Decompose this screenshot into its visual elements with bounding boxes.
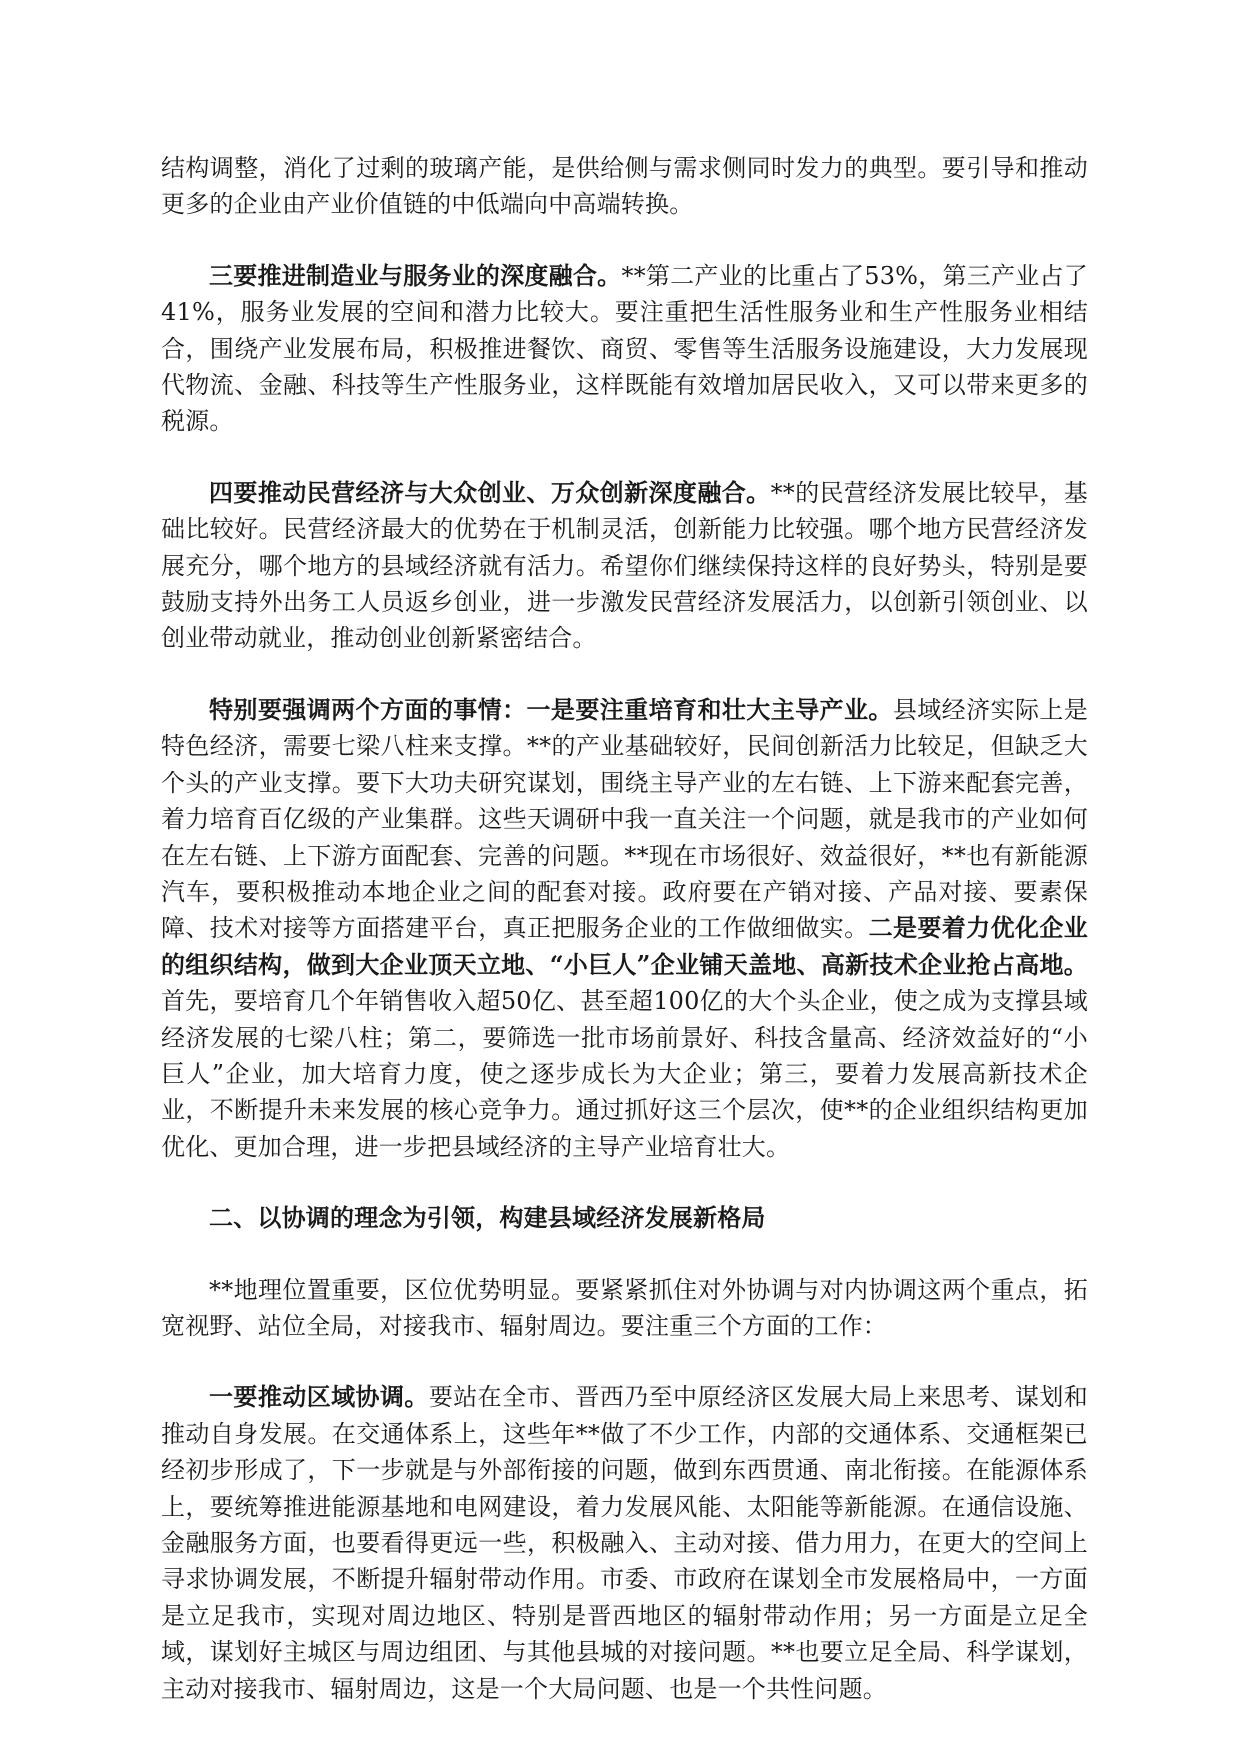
paragraph-regional-coordination — [161, 1379, 1088, 1707]
paragraph-lead-bold: 三要推进制造业与服务业的深度融合。 — [209, 260, 622, 290]
paragraph-text: **的民营经济发展比较早，基础比较好。民营经济最大的优势在于机制灵活，创新能力比较强。哪个地方民营经济发展充分，哪个地方的县域经济就有活力。希望你们继续保持这样的良好势头，特别是要鼓励支持外出务工人员返乡创业，进一步激发民营经济发展活力，以创新引领创业、以创业带动就业，推动创业创新紧密结合。 — [161, 478, 1088, 653]
paragraph-manufacturing-services — [161, 258, 1088, 440]
paragraph-text: 结构调整，消化了过剩的玻璃产能，是供给侧与需求侧同时发力的典型。要引导和推动更多的企业由产业价值链的中低端向中高端转换。 — [161, 154, 1088, 219]
paragraph-text: 县域经济实际上是特色经济，需要七梁八柱来支撑。**的产业基础较好，民间创新活力比较足，但缺乏大个头的产业支撑。要下大功夫研究谋划，围绕主导产业的左右链、上下游来配套完善，着力培育百亿级的产业集群。这些天调研中我一直关注一个问题，就是我市的产业如何在左右链、上下游方面配套、完善的问题。**现在市场很好、效益很好，**也有新能源汽车，要积极推动本地企业之间的配套对接。政府要在产销对接、产品对接、要素保障、技术对接等方面搭建平台，真正把服务企业的工作做细做实。 — [161, 695, 1088, 943]
paragraph-lead-bold: 一要推动区域协调。 — [209, 1382, 429, 1412]
paragraph-text: **地理位置重要，区位优势明显。要紧紧抓住对外协调与对内协调这两个重点，拓宽视野、站位全局，对接我市、辐射周边。要注重三个方面的工作： — [161, 1275, 1088, 1340]
document-body — [161, 150, 1088, 1742]
paragraph-lead-bold: 四要推动民营经济与大众创业、万众创新深度融合。 — [209, 477, 771, 507]
paragraph-two-aspects — [161, 692, 1088, 1165]
paragraph-text: 要站在全市、晋西乃至中原经济区发展大局上来思考、谋划和推动自身发展。在交通体系上，这些年**做了不少工作，内部的交通体系、交通框架已经初步形成了，下一步就是与外部衔接的问题，做到东西贯通、南北衔接。在能源体系上，要统筹推进能源基地和电网建设，着力发展风能、太阳能等新能源。在通信设施、金融服务方面，也要看得更远一些，积极融入、主动对接、借力用力，在更大的空间上寻求协调发展，不断提升辐射带动作用。市委、市政府在谋划全市发展格局中，一方面是立足我市，实现对周边地区、特别是晋西地区的辐射带动作用；另一方面是立足全域，谋划好主城区与周边组团、与其他县城的对接问题。**也要立足全局、科学谋划，主动对接我市、辐射周边，这是一个大局问题、也是一个共性问题。 — [161, 1383, 1088, 1703]
section-heading-text: 二、以协调的理念为引领，构建县域经济发展新格局 — [209, 1203, 766, 1233]
paragraph-geography — [161, 1272, 1088, 1345]
section-heading-coordination — [161, 1200, 1088, 1236]
paragraph-structure-adjustment — [161, 150, 1088, 223]
paragraph-lead-bold: 特别要强调两个方面的事情：一是要注重培育和壮大主导产业。 — [209, 694, 893, 724]
paragraph-inline-bold: 二是要着力优化企业的组织结构，做到大企业顶天立地、“小巨人”企业铺天盖地、高新技术企业抢占高地。 — [161, 913, 1088, 979]
paragraph-private-economy — [161, 475, 1088, 657]
paragraph-text: 首先，要培育几个年销售收入超50亿、甚至超100亿的大个头企业，使之成为支撑县域经济发展的七梁八柱；第二，要筛选一批市场前景好、科技含量高、经济效益好的“小巨人”企业，加大培育力度，使之逐步成长为大企业；第三，要着力发展高新技术企业，不断提升未来发展的核心竞争力。通过抓好这三个层次，使**的企业组织结构更加优化、更加合理，进一步把县域经济的主导产业培育壮大。 — [161, 987, 1088, 1161]
paragraph-text: **第二产业的比重占了53%，第三产业占了41%，服务业发展的空间和潜力比较大。要注重把生活性服务业和生产性服务业相结合，围绕产业发展布局，积极推进餐饮、商贸、零售等生活服务设施建设，大力发展现代物流、金融、科技等生产性服务业，这样既能有效增加居民收入，又可以带来更多的税源。 — [161, 261, 1089, 436]
